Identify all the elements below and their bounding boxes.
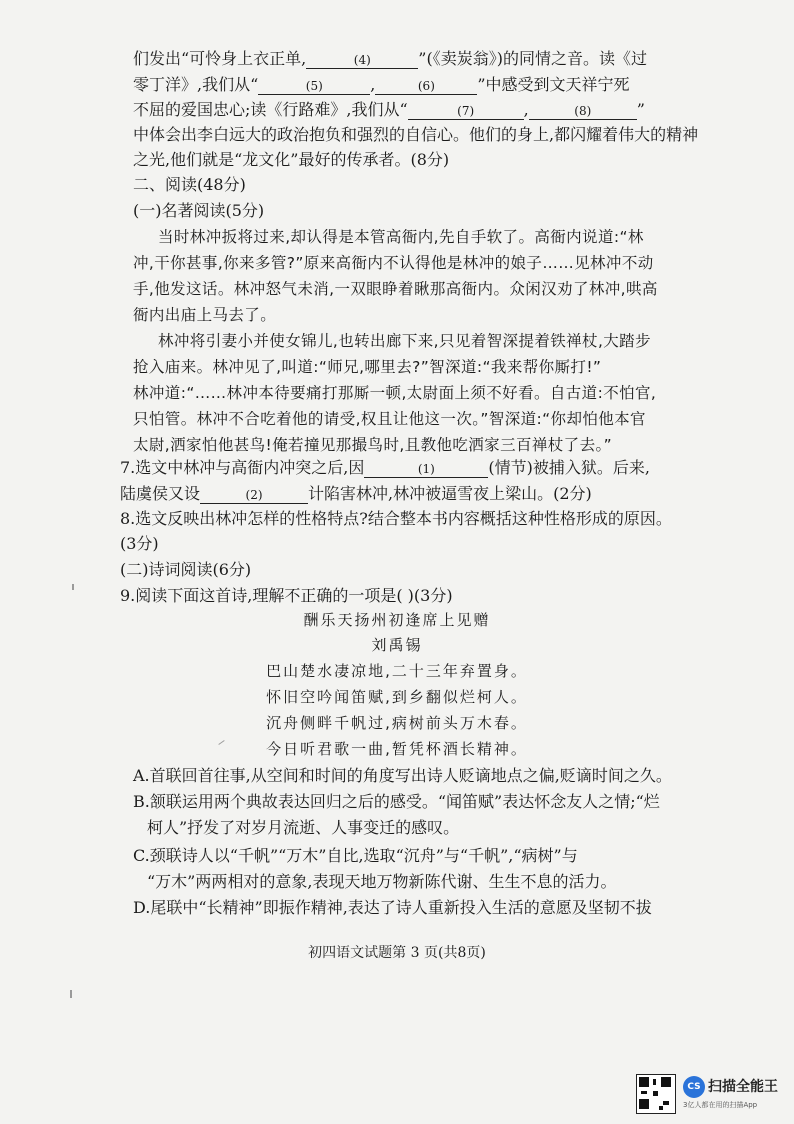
option-b: B.颔联运用两个典故表达回归之后的感受。“闻笛赋”表达怀念友人之情;“烂 xyxy=(133,792,660,811)
blank-8: (8) xyxy=(529,103,637,120)
question-7-line-2: 陆虞侯又设 (2) 计陷害林冲,林冲被逼雪夜上梁山。(2分) xyxy=(120,484,592,503)
fill-line-4: 中体会出李白远大的政治抱负和强烈的自信心。他们的身上,都闪耀着伟大的精神 xyxy=(133,125,699,144)
passage-line: 当时林冲扳将过来,却认得是本管高衙内,先自手软了。高衙内说道:“林 xyxy=(158,228,644,246)
blank-6: (6) xyxy=(375,78,477,95)
option-c: C.颈联诗人以“千帆”“万木”自比,选取“沉舟”与“千帆”,“病树”与 xyxy=(133,846,578,865)
passage-line: 手,他发这话。林冲怒气未消,一双眼睁着瞅那高衙内。众闲汉劝了林冲,哄高 xyxy=(133,280,658,298)
poem-line: 今日听君歌一曲,暂凭杯酒长精神。 xyxy=(266,740,528,758)
passage-line: 林冲道:“……林冲本待要痛打那厮一顿,太尉面上须不好看。自古道:不怕官, xyxy=(133,384,657,402)
passage-line: 衙内出庙上马去了。 xyxy=(133,306,277,324)
subsection-heading-novel: (一)名著阅读(5分) xyxy=(133,201,265,220)
camscanner-brand: 扫描全能王 xyxy=(708,1079,778,1095)
blank-7: (7) xyxy=(408,103,524,120)
fill-line-3: 不屈的爱国忠心;读《行路难》,我们从“ (7) , (8) ” xyxy=(133,100,645,119)
option-a: A.首联回首往事,从空间和时间的角度写出诗人贬谪地点之偏,贬谪时间之久。 xyxy=(133,766,672,785)
q7-blank-1: (1) xyxy=(364,461,488,478)
option-d: D.尾联中“长精神”即振作精神,表达了诗人重新投入生活的意愿及坚韧不拔 xyxy=(133,898,652,917)
question-7-line-1: 7.选文中林冲与高衙内冲突之后,因 (1) (情节)被捕入狱。后来, xyxy=(120,458,650,477)
option-c-cont: “万木”两两相对的意象,表现天地万物新陈代谢、生生不息的活力。 xyxy=(147,872,617,891)
blank-4: (4) xyxy=(306,52,418,69)
q7-blank-2: (2) xyxy=(200,487,308,504)
poem-title: 酬乐天扬州初逢席上见赠 xyxy=(303,611,491,629)
blank-5: (5) xyxy=(258,78,370,95)
fill-line-2: 零丁洋》,我们从“ (5) , (6) ”中感受到文天祥宁死 xyxy=(133,75,630,94)
page-footer: 初四语文试题第 3 页(共8页) xyxy=(308,945,486,961)
subsection-heading-poetry: (二)诗词阅读(6分) xyxy=(120,560,252,579)
camscanner-tagline: 3亿人都在用的扫描App xyxy=(683,1101,758,1109)
option-b-cont: 柯人”抒发了对岁月流逝、人事变迁的感叹。 xyxy=(147,818,460,837)
passage-line: 太尉,洒家怕他甚鸟!俺若撞见那撮鸟时,且教他吃洒家三百禅杖了去。” xyxy=(133,436,613,454)
qr-code-icon xyxy=(636,1074,676,1114)
passage-line: 只怕管。林冲不合吃着他的请受,权且让他这一次。”智深道:“你却怕他本官 xyxy=(133,410,646,428)
question-9-stem: 9.阅读下面这首诗,理解不正确的一项是( )(3分) xyxy=(120,586,453,605)
scan-speck xyxy=(72,584,74,590)
question-8-score: (3分) xyxy=(120,534,159,553)
passage-line: 抢入庙来。林冲见了,叫道:“师兄,哪里去?”智深道:“我来帮你厮打!” xyxy=(133,358,602,376)
poem-author: 刘禹锡 xyxy=(371,636,423,654)
question-8: 8.选文反映出林冲怎样的性格特点?结合整本书内容概括这种性格形成的原因。 xyxy=(120,509,672,528)
camscanner-logo-icon: CS xyxy=(683,1076,705,1098)
passage-line: 林冲将引妻小并使女锦儿,也转出廊下来,只见着智深提着铁禅杖,大踏步 xyxy=(158,332,651,350)
fill-line-5: 之光,他们就是“龙文化”最好的传承者。(8分) xyxy=(133,150,450,169)
poem-line: 巴山楚水凄凉地,二十三年弃置身。 xyxy=(266,662,528,680)
poem-line: 怀旧空吟闻笛赋,到乡翻似烂柯人。 xyxy=(266,688,528,706)
poem-line: 沉舟侧畔千帆过,病树前头万木春。 xyxy=(266,714,528,732)
fill-line-1: 们发出“可怜身上衣正单, (4) ”(《卖炭翁》)的同情之音。读《过 xyxy=(133,49,647,68)
scan-speck xyxy=(70,990,72,998)
passage-line: 冲,干你甚事,你来多管?”原来高衙内不认得他是林冲的娘子……见林冲不动 xyxy=(133,254,654,272)
section-heading: 二、阅读(48分) xyxy=(133,175,246,194)
